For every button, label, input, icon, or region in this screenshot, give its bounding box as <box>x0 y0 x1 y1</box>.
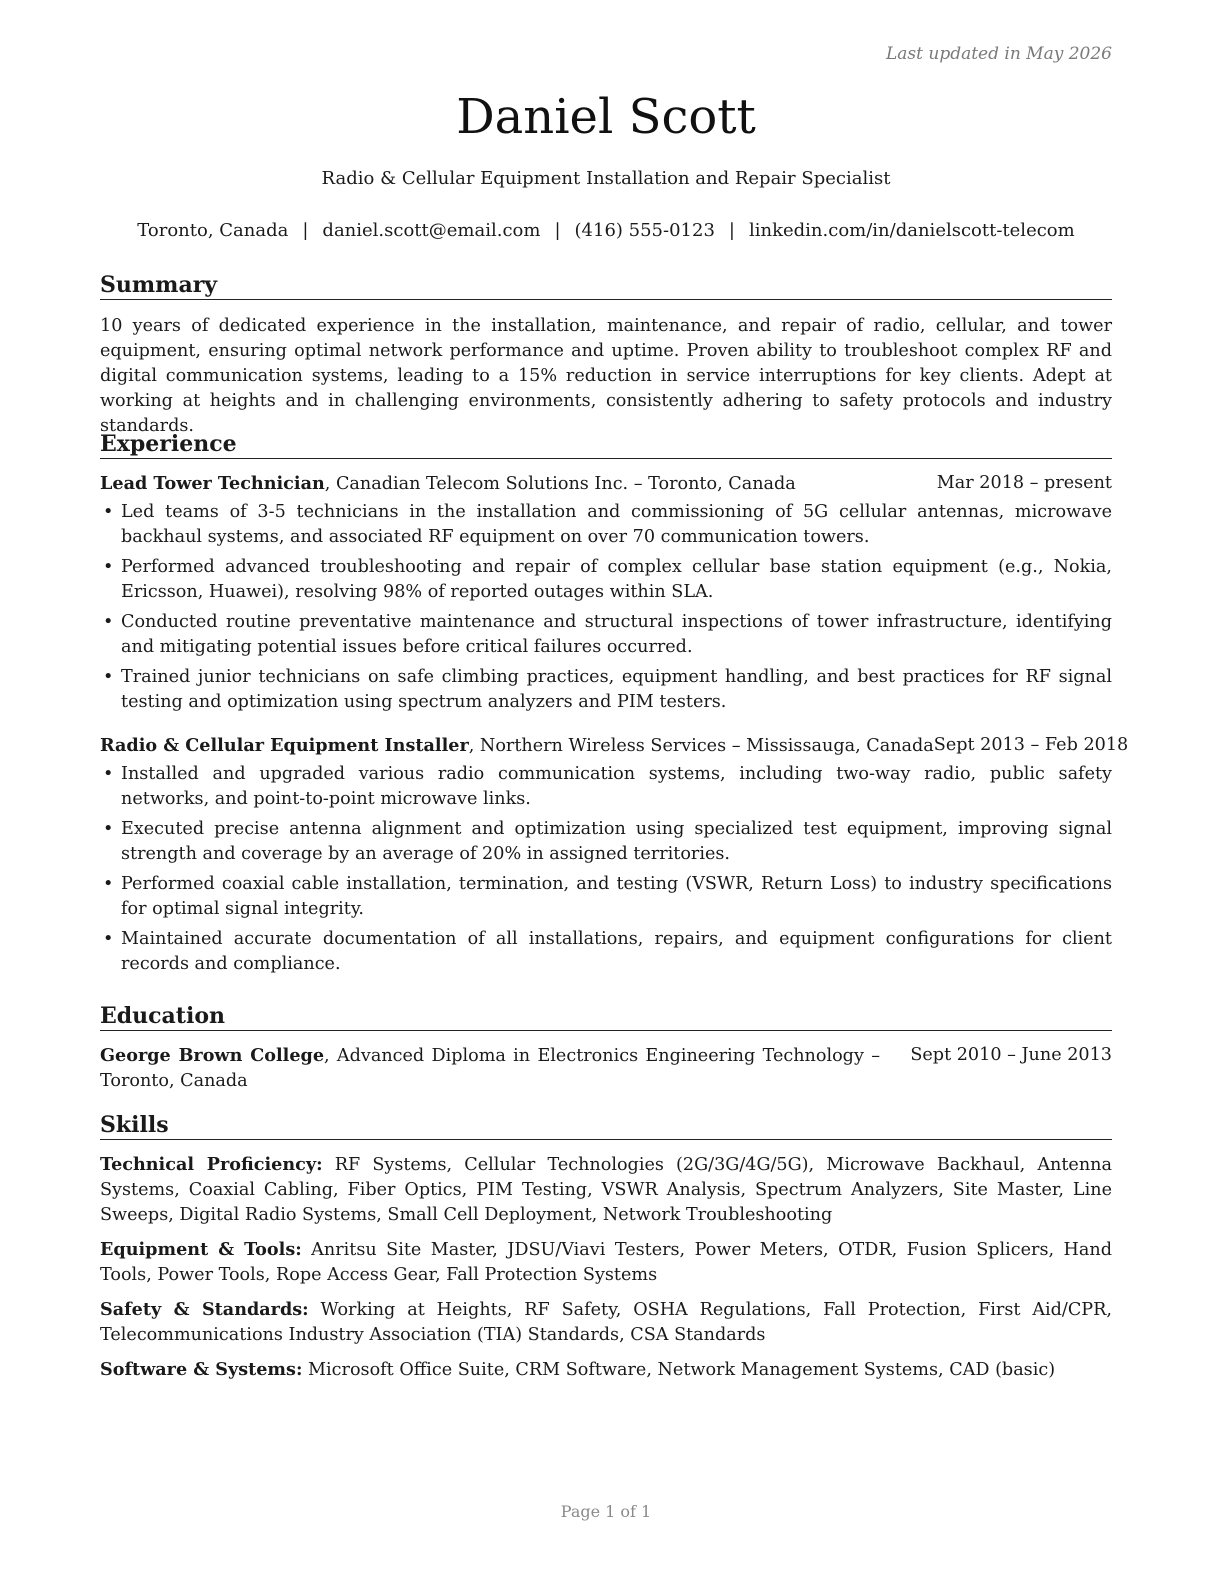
education-detail: , Advanced Diploma in Electronics Engineering Technology – Toronto, Canada <box>100 1046 880 1091</box>
skill-text: RF Systems, Cellular Technologies (2G/3G/4G/5G), Microwave Backhaul, Antenna Systems, Coaxial Cabling, Fiber Optics, PIM Testing, VSWR Analysis, Spectrum Analyzers, Site Master, Line Sweeps, Digital Radio Systems, Small Cell Deployment, Network Troubleshooting <box>100 1155 1112 1225</box>
page-number: Page 1 of 1 <box>560 1502 652 1521</box>
education-dates: Sept 2010 – June 2013 <box>910 1045 1112 1065</box>
section-title: Summary <box>100 271 1112 300</box>
job-entry <box>100 733 1129 977</box>
skill-text: Anritsu Site Master, JDSU/Viavi Testers, Power Meters, OTDR, Fusion Splicers, Hand Tools, Power Tools, Rope Access Gear, Fall Protection Systems <box>100 1240 1112 1285</box>
skill-text: Microsoft Office Suite, CRM Software, Network Management Systems, CAD (basic) <box>302 1360 1056 1380</box>
job-dates: Sept 2013 – Feb 2018 <box>933 735 1129 755</box>
job-entry <box>100 471 1112 715</box>
job-bullet: • Trained junior technicians on safe climbing practices, equipment handling, and best practices for RF signal testing and optimization using spectrum analyzers and PIM testers. <box>100 665 1112 715</box>
summary-text: 10 years of dedicated experience in the installation, maintenance, and repair of radio, cellular, and tower equipment, ensuring optimal network performance and uptime. Proven ability to troubleshoot complex RF and digital communication systems, leading to a 15% reduction in service interruptions for key clients. Adept at working at heights and in challenging environments, consistently adhering to safety protocols and industry standards. <box>100 316 1112 436</box>
job-bullet: • Executed precise antenna alignment and optimization using specialized test equipment, improving signal strength and coverage by an average of 20% in assigned territories. <box>100 817 1112 867</box>
contact-phone[interactable]: (416) 555-0123 <box>574 220 715 241</box>
job-company: , Northern Wireless Services – Mississauga, Canada <box>468 736 934 756</box>
section-title: Skills <box>100 1111 1112 1140</box>
job-role: Radio & Cellular Equipment Installer <box>100 735 469 756</box>
skill-group <box>100 1297 1112 1348</box>
contact-location: Toronto, Canada <box>137 220 289 241</box>
job-header <box>100 733 1129 759</box>
job-bullets <box>100 500 1112 715</box>
job-bullet: • Maintained accurate documentation of all installations, repairs, and equipment configurations for client records and compliance. <box>100 927 1112 977</box>
skill-label: Equipment & Tools: <box>100 1239 302 1260</box>
section-title: Education <box>100 1002 1112 1031</box>
skill-text: Working at Heights, RF Safety, OSHA Regulations, Fall Protection, First Aid/CPR, Telecommunications Industry Association (TIA) Standards, CSA Standards <box>100 1300 1112 1345</box>
job-bullet: • Conducted routine preventative maintenance and structural inspections of tower infrastructure, identifying and mitigating potential issues before critical failures occurred. <box>100 610 1112 660</box>
education-school: George Brown College <box>100 1045 325 1066</box>
candidate-name: Daniel Scott <box>456 89 756 145</box>
job-bullet: • Led teams of 3-5 technicians in the installation and commissioning of 5G cellular antennas, microwave backhaul systems, and associated RF equipment on over 70 communication towers. <box>100 500 1112 550</box>
education-section <box>100 1002 1112 1094</box>
job-role: Lead Tower Technician <box>100 473 325 494</box>
skills-section <box>100 1111 1112 1383</box>
contact-email[interactable]: daniel.scott@email.com <box>322 220 541 241</box>
contact-separator: | <box>554 220 561 241</box>
contact-linkedin[interactable]: linkedin.com/in/danielscott-telecom <box>748 220 1075 241</box>
skill-label: Safety & Standards: <box>100 1299 309 1320</box>
job-company: , Canadian Telecom Solutions Inc. – Toronto, Canada <box>324 474 796 494</box>
skill-group <box>100 1357 1112 1383</box>
education-entry <box>100 1043 1112 1094</box>
job-bullets <box>100 762 1112 977</box>
contact-line <box>100 218 1112 244</box>
last-updated: Last updated in May 2026 <box>885 44 1112 64</box>
experience-section <box>100 430 1129 982</box>
job-bullet: • Installed and upgraded various radio communication systems, including two-way radio, public safety networks, and point-to-point microwave links. <box>100 762 1112 812</box>
contact-separator: | <box>728 220 735 241</box>
job-bullet: • Performed advanced troubleshooting and repair of complex cellular base station equipment (e.g., Nokia, Ericsson, Huawei), resolving 98% of reported outages within SLA. <box>100 555 1112 605</box>
contact-separator: | <box>302 220 309 241</box>
candidate-headline: Radio & Cellular Equipment Installation and Repair Specialist <box>321 168 891 189</box>
job-bullet: • Performed coaxial cable installation, termination, and testing (VSWR, Return Loss) to industry specifications for optimal signal integrity. <box>100 872 1112 922</box>
summary-section <box>100 271 1112 439</box>
skill-label: Software & Systems: <box>100 1359 303 1380</box>
skill-group <box>100 1152 1112 1228</box>
resume-page <box>100 0 1129 1584</box>
section-title: Experience <box>100 430 1112 459</box>
skill-label: Technical Proficiency: <box>100 1154 323 1175</box>
skill-group <box>100 1237 1112 1288</box>
job-header <box>100 471 1112 497</box>
job-dates: Mar 2018 – present <box>936 473 1112 493</box>
